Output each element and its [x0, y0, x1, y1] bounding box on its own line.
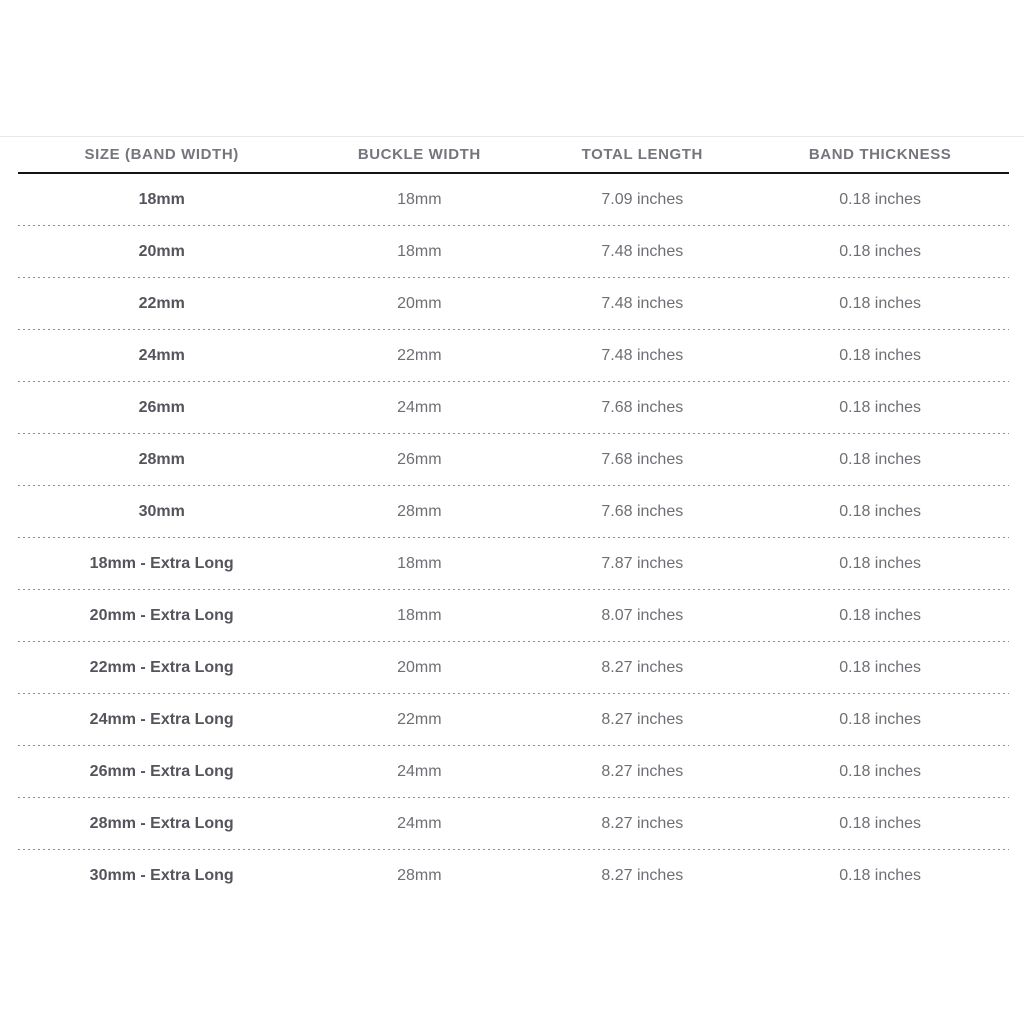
cell-buckle-width: 24mm [397, 399, 442, 416]
cell-band-thickness: 0.18 inches [839, 503, 922, 520]
cell-buckle-width: 28mm [397, 867, 442, 884]
cell-total-length: 7.68 inches [601, 399, 684, 416]
cell-buckle-width: 24mm [397, 815, 442, 832]
cell-band-thickness: 0.18 inches [839, 347, 922, 364]
cell-band-thickness: 0.18 inches [839, 711, 922, 728]
cell-band-thickness: 0.18 inches [839, 659, 922, 676]
cell-total-length: 7.68 inches [601, 503, 684, 520]
cell-size: 24mm [138, 347, 185, 364]
cell-band-thickness: 0.18 inches [839, 607, 922, 624]
size-chart-table [18, 137, 1009, 902]
table-row [18, 694, 1009, 746]
cell-total-length: 8.07 inches [601, 607, 684, 624]
column-header-buckle-width: BUCKLE WIDTH [357, 146, 481, 163]
cell-band-thickness: 0.18 inches [839, 243, 922, 260]
table-row [18, 434, 1009, 486]
table-row [18, 746, 1009, 798]
table-row [18, 538, 1009, 590]
column-header-total-length: TOTAL LENGTH [581, 146, 703, 163]
cell-buckle-width: 22mm [397, 711, 442, 728]
table-row [18, 330, 1009, 382]
cell-band-thickness: 0.18 inches [839, 451, 922, 468]
cell-size: 26mm - Extra Long [89, 763, 234, 780]
cell-total-length: 8.27 inches [601, 867, 684, 884]
cell-total-length: 7.68 inches [601, 451, 684, 468]
cell-size: 22mm [138, 295, 185, 312]
cell-size: 18mm - Extra Long [89, 555, 234, 572]
cell-total-length: 8.27 inches [601, 711, 684, 728]
cell-total-length: 7.48 inches [601, 243, 684, 260]
cell-size: 26mm [138, 399, 185, 416]
column-header-band-thickness: BAND THICKNESS [808, 146, 952, 163]
cell-buckle-width: 22mm [397, 347, 442, 364]
cell-band-thickness: 0.18 inches [839, 763, 922, 780]
cell-size: 22mm - Extra Long [89, 659, 234, 676]
cell-total-length: 8.27 inches [601, 659, 684, 676]
table-row [18, 382, 1009, 434]
column-header-size: SIZE (BAND WIDTH) [84, 146, 239, 163]
cell-size: 20mm [138, 243, 185, 260]
cell-buckle-width: 20mm [397, 659, 442, 676]
cell-size: 28mm [138, 451, 185, 468]
cell-total-length: 7.48 inches [601, 347, 684, 364]
cell-band-thickness: 0.18 inches [839, 295, 922, 312]
cell-buckle-width: 28mm [397, 503, 442, 520]
table-row [18, 798, 1009, 850]
cell-total-length: 7.09 inches [601, 191, 684, 208]
cell-band-thickness: 0.18 inches [839, 867, 922, 884]
cell-total-length: 7.87 inches [601, 555, 684, 572]
cell-size: 18mm [138, 191, 185, 208]
table-row [18, 642, 1009, 694]
cell-buckle-width: 20mm [397, 295, 442, 312]
cell-buckle-width: 18mm [397, 607, 442, 624]
cell-total-length: 7.48 inches [601, 295, 684, 312]
cell-size: 20mm - Extra Long [89, 607, 234, 624]
cell-band-thickness: 0.18 inches [839, 555, 922, 572]
table-body [18, 174, 1009, 902]
table-row [18, 590, 1009, 642]
cell-size: 30mm [138, 503, 185, 520]
cell-buckle-width: 24mm [397, 763, 442, 780]
cell-size: 30mm - Extra Long [89, 867, 234, 884]
cell-total-length: 8.27 inches [601, 763, 684, 780]
cell-buckle-width: 18mm [397, 243, 442, 260]
cell-band-thickness: 0.18 inches [839, 815, 922, 832]
table-row [18, 226, 1009, 278]
table-row [18, 174, 1009, 226]
table-row [18, 850, 1009, 902]
table-row [18, 278, 1009, 330]
cell-buckle-width: 18mm [397, 191, 442, 208]
cell-size: 28mm - Extra Long [89, 815, 234, 832]
table-header-row [18, 137, 1009, 174]
cell-total-length: 8.27 inches [601, 815, 684, 832]
cell-band-thickness: 0.18 inches [839, 399, 922, 416]
cell-buckle-width: 26mm [397, 451, 442, 468]
cell-band-thickness: 0.18 inches [839, 191, 922, 208]
cell-size: 24mm - Extra Long [89, 711, 234, 728]
table-row [18, 486, 1009, 538]
cell-buckle-width: 18mm [397, 555, 442, 572]
